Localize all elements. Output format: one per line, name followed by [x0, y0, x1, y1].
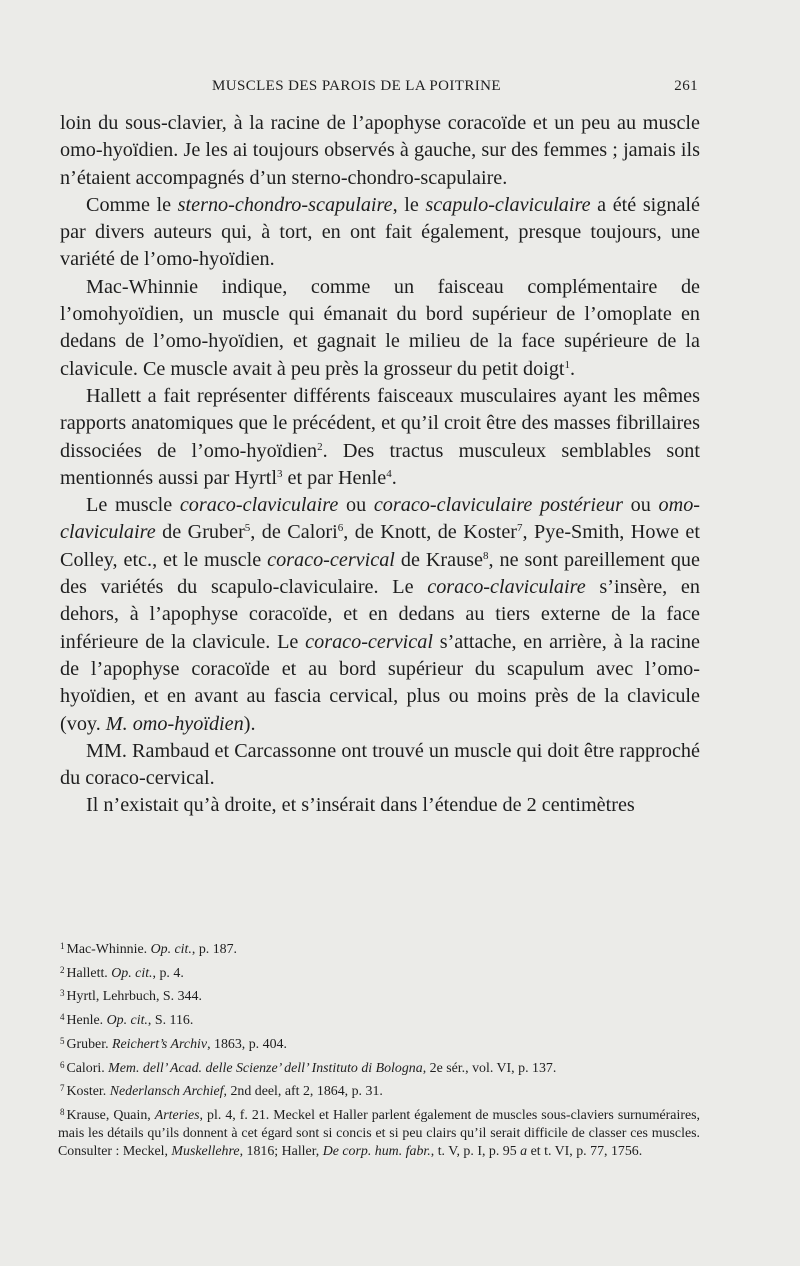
- footnote: $^8$ Krause, Quain, Arteries, pl. 4, f. 21. Meckel et Haller parlent également de muscles sous-claviers surnuméraires, mais les détails qu’ils donnent à cet égard sont si concis et si peu clairs qu’il serait difficile de classer ces muscles. Consulter : Meckel, Muskellehre, 1816; Haller, De corp. hum. fabr., t. V, p. I, p. 95 a et t. VI, p. 77, 1756.: [58, 1106, 700, 1160]
- footnote-ref: 3: [276, 467, 283, 480]
- paragraph: MM. Rambaud et Carcassonne ont trouvé un muscle qui doit être rapproché du coraco-cervical.: [60, 739, 700, 790]
- footnote-ref: 8: [483, 549, 489, 562]
- footnote-ref: 2: [317, 440, 323, 453]
- italic-term: M. omo-hyoïdien: [105, 712, 244, 735]
- paragraph: loin du sous-clavier, à la racine de l’apophyse coracoïde et un peu au muscle omo-hyoïdien. Je les ai toujours observés à gauche, sur des femmes ; jamais ils n’étaient accompagnés d’un sterno-chondro-scapulaire.: [60, 112, 700, 189]
- footnote: $^4$ Henle. Op. cit., S. 116.: [60, 1012, 194, 1029]
- running-header: [62, 78, 698, 100]
- italic-term: coraco-claviculaire: [179, 494, 339, 517]
- italic-term: coraco-cervical: [267, 548, 395, 571]
- paragraph: Hallett a fait représenter différents faisceaux musculaires ayant les mêmes rapports anatomiques que le précédent, et qu’il croit être des masses fibrillaires dissociées de l’omo-hyoïdien$^2$. Des tractus musculeux semblables sont mentionnés aussi par Hyrtl$^3$ et par Henle$^4$.: [60, 384, 701, 489]
- footnote: $^2$ Hallett. Op. cit., p. 4.: [60, 964, 184, 981]
- italic-term: coraco-claviculaire postérieur: [373, 494, 623, 517]
- footnote: $^6$ Calori. Mem. dell’ Acad. delle Scienze’ dell’ Instituto di Bologna, 2e sér., vol. VI, p. 137.: [60, 1059, 557, 1076]
- main-text: [60, 110, 700, 820]
- footnote-ref: 4: [386, 467, 392, 480]
- italic-term: scapulo-claviculaire: [425, 193, 591, 216]
- footnote: $^1$ Mac-Whinnie. Op. cit., p. 187.: [60, 941, 238, 957]
- running-title: MUSCLES DES PAROIS DE LA POITRINE: [212, 78, 501, 94]
- footnote-ref: 6: [337, 522, 344, 535]
- footnote-ref: 7: [517, 522, 523, 535]
- footnote: $^5$ Gruber. Reichert’s Archiv, 1863, p. 404.: [60, 1035, 287, 1052]
- footnote-ref: 1: [564, 358, 571, 371]
- italic-term: sterno-chondro-scapulaire: [177, 193, 393, 216]
- footnote: $^7$ Koster. Nederlansch Archief, 2nd deel, aft 2, 1864, p. 31.: [60, 1083, 383, 1100]
- paragraph: Le muscle coraco-claviculaire ou coraco-claviculaire postérieur ou omo-claviculaire de Gruber$^5$, de Calori$^6$, de Knott, de Koster$^7$, Pye-Smith, Howe et Colley, etc., et le muscle coraco-cervical de Krause$^8$, ne sont pareillement que des variétés du scapulo-claviculaire. Le coraco-claviculaire s’insère, en dehors, à l’apophyse coracoïde, et en dedans au tiers externe de la face inférieure de la clavicule. Le coraco-cervical s’attache, en arrière, à la racine de l’apophyse coracoïde et au bord supérieur du scapulum avec l’omo-hyoïdien, et en avant au fascia cervical, plus ou moins près de la clavicule (voy. M. omo-hyoïdien).: [60, 494, 701, 735]
- page-number: 261: [674, 78, 698, 94]
- italic-term: coraco-cervical: [305, 630, 433, 653]
- footnotes: [58, 937, 700, 1163]
- italic-term: coraco-claviculaire: [427, 576, 586, 599]
- paragraph: Mac-Whinnie indique, comme un faisceau complémentaire de l’omohyoïdien, un muscle qui émanait du bord supérieur de l’omoplate en dedans de l’omo-hyoïdien, et gagnait le milieu de la face supérieure de la clavicule. Ce muscle avait à peu près la grosseur du petit doigt$^1$.: [60, 275, 700, 380]
- footnote-ref: 5: [244, 522, 251, 535]
- italic-term: omo-claviculaire: [60, 494, 701, 544]
- paragraph: Comme le sterno-chondro-scapulaire, le scapulo-claviculaire a été signalé par divers auteurs qui, à tort, en ont fait également, presque toujours, une variété de l’omo-hyoïdien.: [60, 193, 700, 271]
- paragraph: Il n’existait qu’à droite, et s’insérait dans l’étendue de 2 centimètres: [86, 794, 635, 817]
- footnote: $^3$ Hyrtl, Lehrbuch, S. 344.: [60, 988, 202, 1005]
